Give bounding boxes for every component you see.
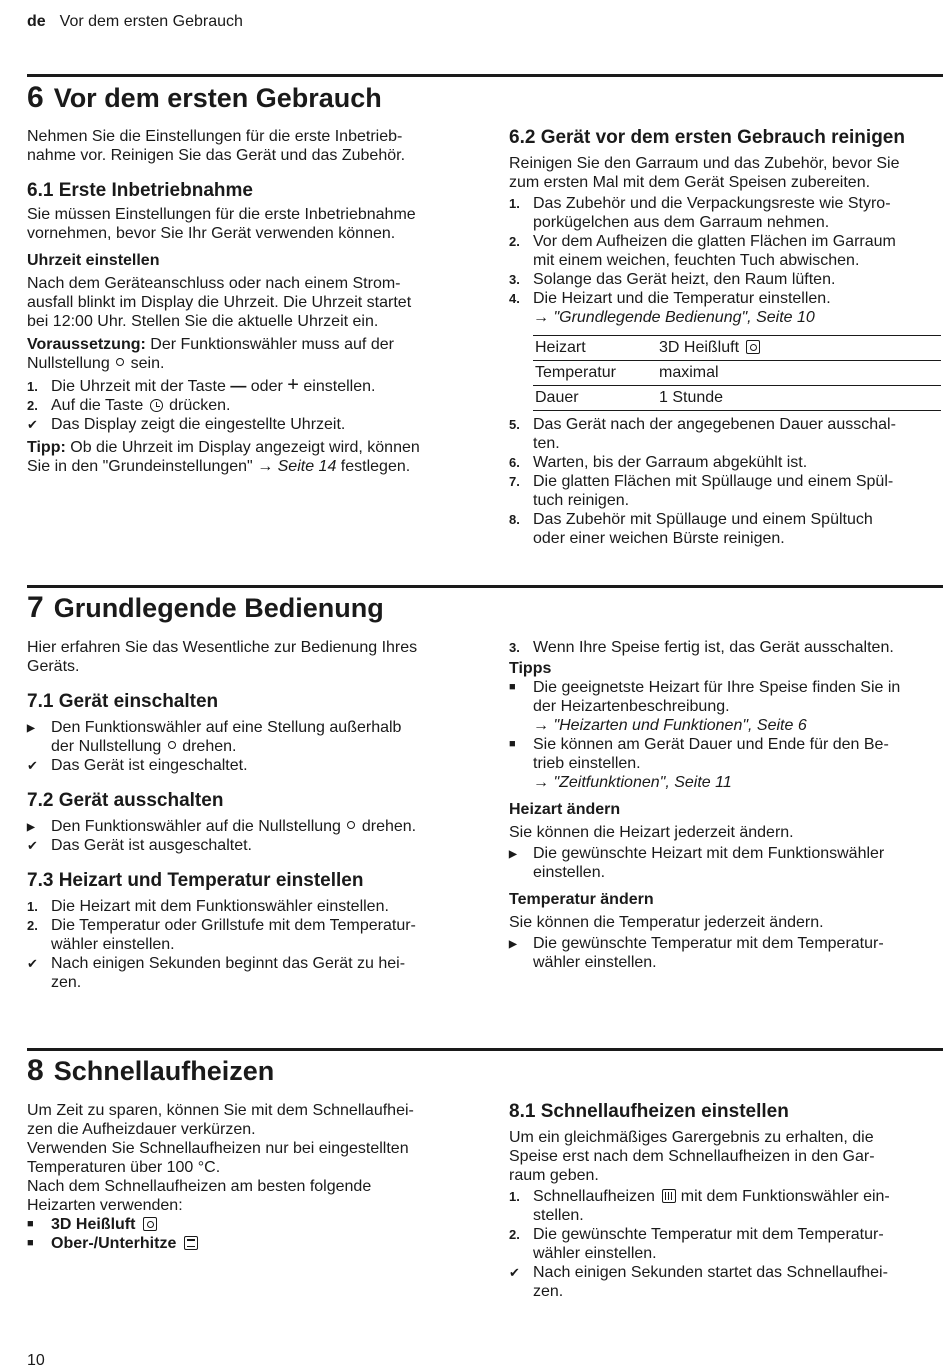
zero-position-icon xyxy=(168,741,176,749)
step-text: Die Temperatur oder Grillstufe mit dem Temperatur- xyxy=(51,917,416,934)
intro-line: nahme vor. Reinigen Sie das Gerät und das Zubehör. xyxy=(27,147,406,164)
text-line: Reinigen Sie den Garraum und das Zubehör, bevor Sie xyxy=(509,155,900,172)
text-line: zum ersten Mal mit dem Gerät Speisen zubereiten. xyxy=(509,174,871,191)
result-text: Nach einigen Sekunden beginnt das Gerät zu hei- xyxy=(51,955,406,972)
section-6-1-title: 6.1 Erste Inbetriebnahme xyxy=(27,180,253,201)
step-number: 4. xyxy=(509,291,520,306)
square-bullet-icon: ■ xyxy=(27,1218,34,1230)
result-text: Das Gerät ist ausgeschaltet. xyxy=(51,837,252,854)
result-item xyxy=(27,756,467,775)
table-value: 1 Stunde xyxy=(657,386,941,411)
chapter-number: 6 xyxy=(27,81,44,114)
subheading-heizart: Heizart ändern xyxy=(509,801,621,818)
top-bottom-heat-icon xyxy=(184,1236,198,1250)
zero-position-icon xyxy=(116,358,124,366)
step-text: Auf die Taste xyxy=(51,397,144,414)
requirement-text: Der Funktionswähler muss auf der xyxy=(150,336,394,353)
requirement-line2 xyxy=(27,354,467,373)
chapter-8-right-column xyxy=(509,1100,945,1301)
step-item xyxy=(509,232,945,270)
step-number: 2. xyxy=(27,918,38,933)
step-item xyxy=(509,510,945,548)
step-item xyxy=(509,270,945,289)
step-item xyxy=(27,916,467,954)
page-number: 10 xyxy=(27,1352,45,1369)
cross-reference-link[interactable]: → "Zeitfunktionen", Seite 11 xyxy=(533,774,732,791)
action-item xyxy=(509,934,945,972)
step-number: 2. xyxy=(509,234,520,249)
step-number: 6. xyxy=(509,455,520,470)
step-text-part: mit dem Funktionswähler ein- xyxy=(680,1188,890,1205)
header-title: Vor dem ersten Gebrauch xyxy=(59,13,243,30)
step-text-part: Schnellaufheizen xyxy=(533,1188,655,1205)
result-text: Das Display zeigt die eingestellte Uhrzeit. xyxy=(51,416,346,433)
action-text-part: der Nullstellung xyxy=(51,738,162,755)
step-item xyxy=(509,1225,945,1263)
tip-text: der Heizartenbeschreibung. xyxy=(533,698,730,715)
step-text: porkügelchen aus dem Garraum nehmen. xyxy=(533,214,830,231)
result-item xyxy=(27,415,467,434)
square-bullet-icon: ■ xyxy=(509,738,516,750)
step-text: Warten, bis der Garraum abgekühlt ist. xyxy=(533,454,808,471)
table-row xyxy=(533,361,941,386)
step-item xyxy=(27,396,467,415)
bullet-item xyxy=(27,1234,467,1253)
step-text: Die Heizart mit dem Funktionswähler einstellen. xyxy=(51,898,389,915)
step-number: 3. xyxy=(509,640,520,655)
step-item xyxy=(509,472,945,510)
triangle-bullet-icon: ▶ xyxy=(509,849,517,860)
table-key: Dauer xyxy=(533,386,657,411)
step-number: 1. xyxy=(509,1189,520,1204)
step-item xyxy=(509,453,945,472)
action-text xyxy=(51,737,467,756)
tip-text: festlegen. xyxy=(340,458,411,475)
result-text: zen. xyxy=(533,1283,564,1300)
step-text: Das Zubehör mit Spüllauge und einem Spültuch xyxy=(533,511,873,528)
step-item xyxy=(509,415,945,453)
square-bullet-icon: ■ xyxy=(27,1237,34,1249)
action-text: drehen. xyxy=(361,818,417,835)
tip xyxy=(27,438,467,457)
action-item xyxy=(27,817,467,836)
intro-line: zen die Aufheizdauer verkürzen. xyxy=(27,1121,256,1138)
table-key: Temperatur xyxy=(533,361,657,386)
page-header xyxy=(27,12,243,31)
chapter-8-title xyxy=(27,1055,274,1087)
chapter-7-left-column xyxy=(27,638,467,992)
intro-line: Heizarten verwenden: xyxy=(27,1197,183,1214)
requirement-text: Nullstellung xyxy=(27,355,110,372)
language-code: de xyxy=(27,13,46,30)
step-text: ten. xyxy=(533,435,560,452)
step-text: Die Uhrzeit mit der Taste xyxy=(51,378,226,395)
text-line: Um ein gleichmäßiges Garergebnis zu erhalten, die xyxy=(509,1129,874,1146)
chapter-number: 7 xyxy=(27,591,44,624)
chapter-8-rule xyxy=(27,1048,943,1051)
action-item xyxy=(509,844,945,882)
requirement-text: sein. xyxy=(130,355,165,372)
step-text: Die Heizart und die Temperatur einstellen. xyxy=(533,290,831,307)
tip-text: Die geeignetste Heizart für Ihre Speise finden Sie in xyxy=(533,679,901,696)
intro-line: Hier erfahren Sie das Wesentliche zur Bedienung Ihres xyxy=(27,639,418,656)
action-text: Den Funktionswähler auf die Nullstellung xyxy=(51,818,341,835)
step-text: drücken. xyxy=(169,397,231,414)
step-text: Wenn Ihre Speise fertig ist, das Gerät ausschalten. xyxy=(533,639,894,656)
step-text: Die gewünschte Temperatur mit dem Temperatur- xyxy=(533,1226,884,1243)
table-row xyxy=(533,386,941,411)
intro-line: Um Zeit zu sparen, können Sie mit dem Schnellaufhei- xyxy=(27,1102,414,1119)
requirement-label: Voraussetzung: xyxy=(27,336,146,353)
step-number: 2. xyxy=(509,1227,520,1242)
checkmark-icon: ✔ xyxy=(27,838,38,853)
tips-heading: Tipps xyxy=(509,660,552,677)
hot-air-3d-icon xyxy=(143,1217,157,1231)
intro-line: Nach dem Schnellaufheizen am besten folgende xyxy=(27,1178,372,1195)
result-text: zen. xyxy=(51,974,82,991)
chapter-title: Grundlegende Bedienung xyxy=(53,593,384,623)
chapter-6-right-column xyxy=(509,126,945,548)
step-number: 8. xyxy=(509,512,520,527)
step-number: 1. xyxy=(509,196,520,211)
checkmark-icon: ✔ xyxy=(27,758,38,773)
cross-reference-link[interactable]: → "Heizarten und Funktionen", Seite 6 xyxy=(533,717,807,734)
tip-line2 xyxy=(27,457,467,476)
checkmark-icon: ✔ xyxy=(509,1265,520,1280)
step-item xyxy=(509,289,945,327)
step-text: wähler einstellen. xyxy=(51,936,175,953)
tip-text: Sie können am Gerät Dauer und Ende für den Be- xyxy=(533,736,889,753)
chapter-7-rule xyxy=(27,585,943,588)
chapter-title: Schnellaufheizen xyxy=(53,1056,275,1086)
text-line: vornehmen, bevor Sie Ihr Gerät verwenden können. xyxy=(27,225,396,242)
requirement xyxy=(27,335,467,354)
step-number: 5. xyxy=(509,417,520,432)
plus-icon: + xyxy=(287,374,299,396)
chapter-7-title xyxy=(27,592,384,624)
text-line: Sie müssen Einstellungen für die erste Inbetriebnahme xyxy=(27,206,416,223)
settings-table xyxy=(533,335,941,411)
step-text: einstellen. xyxy=(303,378,376,395)
result-item xyxy=(27,836,467,855)
chapter-6-rule xyxy=(27,74,943,77)
step-item xyxy=(509,194,945,232)
text-line: Sie können die Heizart jederzeit ändern. xyxy=(509,824,794,841)
step-text: Das Zubehör und die Verpackungsreste wie Styro- xyxy=(533,195,891,212)
action-text: Den Funktionswähler auf eine Stellung außerhalb xyxy=(51,719,402,736)
table-value xyxy=(657,336,941,361)
subheading-temperatur: Temperatur ändern xyxy=(509,891,654,908)
bullet-text: Ober-/Unterhitze xyxy=(51,1235,177,1252)
section-7-3-title: 7.3 Heizart und Temperatur einstellen xyxy=(27,870,364,891)
step-text: Vor dem Aufheizen die glatten Flächen im Garraum xyxy=(533,233,896,250)
step-text xyxy=(533,1187,945,1206)
tip-label: Tipp: xyxy=(27,439,66,456)
tip-text: Sie in den "Grundeinstellungen" xyxy=(27,458,253,475)
step-number: 3. xyxy=(509,272,520,287)
bullet-item xyxy=(27,1215,467,1234)
result-item xyxy=(509,1263,945,1301)
section-6-2-title: 6.2 Gerät vor dem ersten Gebrauch reinigen xyxy=(509,127,905,148)
tip-text: Ob die Uhrzeit im Display angezeigt wird, können xyxy=(70,439,420,456)
text-line: raum geben. xyxy=(509,1167,599,1184)
step-item xyxy=(27,897,467,916)
section-7-2-title: 7.2 Gerät ausschalten xyxy=(27,790,224,811)
subheading-uhrzeit: Uhrzeit einstellen xyxy=(27,252,160,269)
step-text: stellen. xyxy=(533,1207,584,1224)
chapter-7-right-column xyxy=(509,638,945,972)
result-text: Nach einigen Sekunden startet das Schnellaufhei- xyxy=(533,1264,888,1281)
chapter-6-title xyxy=(27,82,382,114)
triangle-bullet-icon: ▶ xyxy=(509,939,517,950)
triangle-bullet-icon: ▶ xyxy=(27,723,35,734)
square-bullet-icon: ■ xyxy=(509,681,516,693)
intro-line: Temperaturen über 100 °C. xyxy=(27,1159,221,1176)
step-text: oder xyxy=(250,378,283,395)
bullet-text: 3D Heißluft xyxy=(51,1216,136,1233)
chapter-8-left-column xyxy=(27,1101,467,1253)
table-row xyxy=(533,336,941,361)
checkmark-icon: ✔ xyxy=(27,417,38,432)
cross-reference-link[interactable]: → Seite 14 xyxy=(257,458,337,475)
result-text: Das Gerät ist eingeschaltet. xyxy=(51,757,248,774)
step-number: 1. xyxy=(27,899,38,914)
step-number: 7. xyxy=(509,474,520,489)
action-item xyxy=(27,718,467,756)
triangle-bullet-icon: ▶ xyxy=(27,822,35,833)
table-value-text: 3D Heißluft xyxy=(659,339,740,356)
step-text: oder einer weichen Bürste reinigen. xyxy=(533,530,785,547)
text-line: Sie können die Temperatur jederzeit ändern. xyxy=(509,914,824,931)
intro-line: Nehmen Sie die Einstellungen für die erste Inbetrieb- xyxy=(27,128,403,145)
chapter-6-left-column xyxy=(27,127,467,476)
text-line: Nach dem Geräteanschluss oder nach einem Strom- xyxy=(27,275,401,292)
intro-line: Verwenden Sie Schnellaufheizen nur bei eingestellten xyxy=(27,1140,409,1157)
result-item xyxy=(27,954,467,992)
section-7-1-title: 7.1 Gerät einschalten xyxy=(27,691,219,712)
step-text: tuch reinigen. xyxy=(533,492,630,509)
text-line: Speise erst nach dem Schnellaufheizen in den Gar- xyxy=(509,1148,875,1165)
step-item xyxy=(509,638,945,657)
step-number: 1. xyxy=(27,379,38,394)
section-8-1-title: 8.1 Schnellaufheizen einstellen xyxy=(509,1101,789,1122)
step-number: 2. xyxy=(27,398,38,413)
bullet-item xyxy=(509,735,945,792)
cross-reference-link[interactable]: → "Grundlegende Bedienung", Seite 10 xyxy=(533,309,815,326)
chapter-title: Vor dem ersten Gebrauch xyxy=(53,83,382,113)
text-line: ausfall blinkt im Display die Uhrzeit. Die Uhrzeit startet xyxy=(27,294,412,311)
clock-icon xyxy=(150,399,163,412)
step-text: mit einem weichen, feuchten Tuch abwischen. xyxy=(533,252,860,269)
step-text: Das Gerät nach der angegebenen Dauer ausschal- xyxy=(533,416,896,433)
action-text: wähler einstellen. xyxy=(533,954,657,971)
action-text: einstellen. xyxy=(533,864,606,881)
step-text: Die glatten Flächen mit Spüllauge und einem Spül- xyxy=(533,473,894,490)
step-item xyxy=(509,1187,945,1225)
action-text: Die gewünschte Heizart mit dem Funktionswähler xyxy=(533,845,885,862)
hot-air-3d-icon xyxy=(746,340,760,354)
table-key: Heizart xyxy=(533,336,657,361)
checkmark-icon: ✔ xyxy=(27,956,38,971)
minus-icon: — xyxy=(230,378,247,395)
action-text-part: drehen. xyxy=(182,738,237,755)
text-line: bei 12:00 Uhr. Stellen Sie die aktuelle Uhrzeit ein. xyxy=(27,313,379,330)
step-item xyxy=(27,374,467,396)
intro-line: Geräts. xyxy=(27,658,80,675)
step-text: wähler einstellen. xyxy=(533,1245,657,1262)
bullet-item xyxy=(509,678,945,735)
step-text: Solange das Gerät heizt, den Raum lüften. xyxy=(533,271,836,288)
zero-position-icon xyxy=(347,821,355,829)
table-value: maximal xyxy=(657,361,941,386)
fast-preheat-icon xyxy=(662,1189,676,1203)
tip-text: trieb einstellen. xyxy=(533,755,641,772)
action-text: Die gewünschte Temperatur mit dem Temperatur- xyxy=(533,935,884,952)
chapter-number: 8 xyxy=(27,1054,44,1087)
